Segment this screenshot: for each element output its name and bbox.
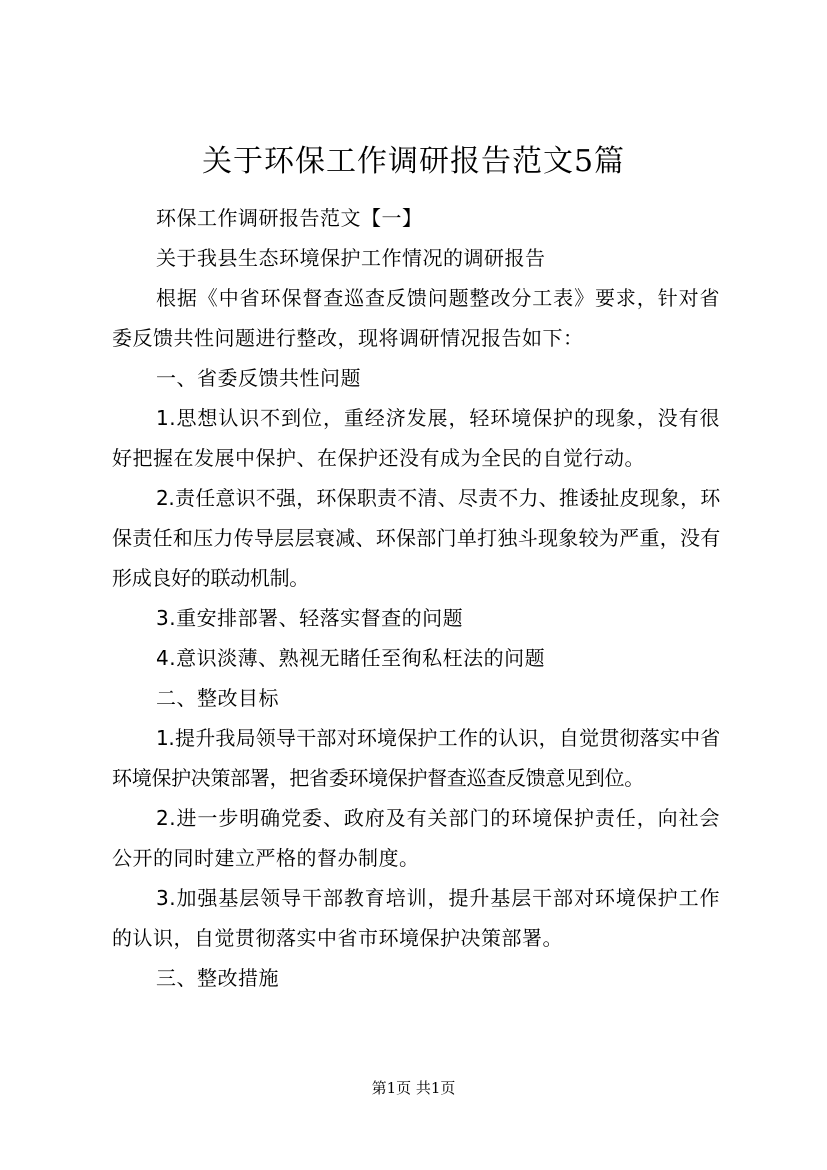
paragraph-heading-feedback: 一、省委反馈共性问题 — [156, 366, 361, 390]
paragraph-feedback-3: 3.重安排部署、轻落实督查的问题 — [156, 606, 464, 630]
page-footer: 第1页 共1页 — [371, 1079, 456, 1097]
paragraph-heading-measures: 三、整改措施 — [156, 966, 279, 990]
document-title: 关于环保工作调研报告范文5篇 — [201, 144, 626, 179]
paragraph-feedback-1: 1.思想认识不到位，重经济发展，轻环境保护的现象，没有很好把握在发展中保护、在保护还没有成为全民的自觉行动。 — [112, 406, 720, 470]
paragraph-goal-2: 2.进一步明确党委、政府及有关部门的环境保护责任，向社会公开的同时建立严格的督办制度。 — [112, 806, 720, 870]
paragraph-section-heading-1: 环保工作调研报告范文【一】 — [156, 206, 423, 230]
paragraph-goal-3: 3.加强基层领导干部教育培训，提升基层干部对环境保护工作的认识，自觉贯彻落实中省市环境保护决策部署。 — [112, 886, 720, 950]
paragraph-report-title: 关于我县生态环境保护工作情况的调研报告 — [156, 246, 546, 270]
paragraph-goal-1: 1.提升我局领导干部对环境保护工作的认识，自觉贯彻落实中省环境保护决策部署，把省委环境保护督查巡查反馈意见到位。 — [112, 726, 720, 790]
paragraph-feedback-2: 2.责任意识不强，环保职责不清、尽责不力、推诿扯皮现象，环保责任和压力传导层层衰减、环保部门单打独斗现象较为严重，没有形成良好的联动机制。 — [112, 486, 720, 590]
document-body — [112, 198, 720, 998]
paragraph-intro: 根据《中省环保督查巡查反馈问题整改分工表》要求，针对省委反馈共性问题进行整改，现将调研情况报告如下： — [112, 286, 720, 350]
paragraph-heading-goals: 二、整改目标 — [156, 686, 279, 710]
paragraph-feedback-4: 4.意识淡薄、熟视无睹任至徇私枉法的问题 — [156, 646, 546, 670]
